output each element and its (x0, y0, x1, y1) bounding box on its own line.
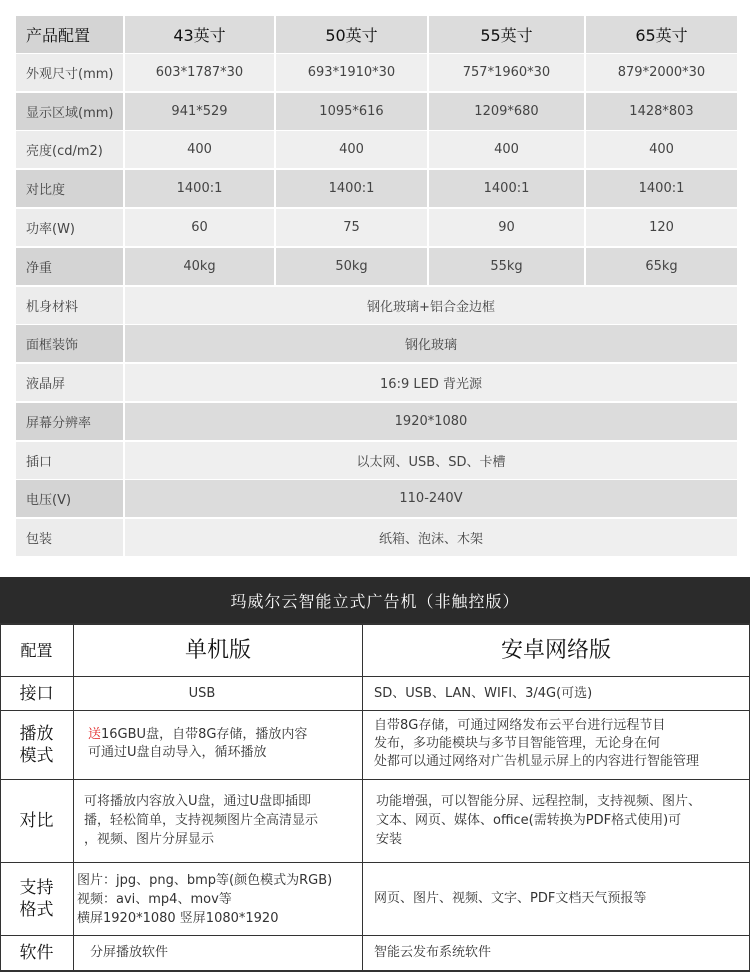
contrast-android-line: 安装 (376, 832, 403, 847)
spec-row-label: 净重 (16, 248, 123, 285)
playback-label (0, 711, 73, 779)
software-standalone: 分屏播放软件 (90, 945, 169, 960)
spec-row-merged-value: 钢化玻璃+铝合金边框 (125, 287, 737, 324)
spec-row-value: 1209*680 (429, 93, 584, 130)
spec-row-merged-value: 16:9 LED 背光源 (125, 364, 737, 401)
software-label: 软件 (19, 943, 54, 963)
spec-row-value: 1095*616 (276, 93, 427, 130)
spec-row-value: 1400:1 (429, 170, 584, 207)
standalone-header: 单机版 (184, 637, 251, 663)
spec-row-label: 功率(W) (16, 209, 123, 246)
spec-row-label: 包装 (16, 519, 123, 556)
spec-row-value: 400 (586, 131, 737, 168)
formats-standalone-line: 视频：avi、mp4、mov等 (77, 892, 232, 907)
playback-standalone (88, 726, 358, 762)
contrast-android (376, 792, 748, 849)
spec-row-merged-value: 纸箱、泡沫、木架 (125, 519, 737, 556)
spec-row-label: 电压(V) (16, 480, 123, 517)
formats-android: 网页、图片、视频、文字、PDF文档天气预报等 (374, 891, 647, 906)
playback-label-line: 模式 (19, 746, 54, 766)
software-android: 智能云发布系统软件 (374, 945, 492, 960)
gift-mark: 送 (88, 727, 102, 742)
grid-line (0, 710, 750, 711)
contrast-standalone-line: ，视频、图片分屏显示 (84, 832, 215, 847)
compare-table-title: 玛威尔云智能立式广告机（非触控版） (0, 577, 750, 623)
config-label: 配置 (20, 640, 53, 660)
spec-row-label: 显示区域(mm) (16, 93, 123, 130)
spec-row-value: 693*1910*30 (276, 54, 427, 91)
spec-row-value: 941*529 (125, 93, 274, 130)
contrast-standalone-line: 播，轻松简单，支持视频图片全高清显示 (84, 813, 319, 828)
spec-row-value: 400 (125, 131, 274, 168)
spec-row-label: 液晶屏 (16, 364, 123, 401)
spec-row-value: 60 (125, 209, 274, 246)
spec-header-size: 65英寸 (586, 16, 737, 53)
playback-android-line: 发布，多功能模块与多节目智能管理，无论身在何 (374, 736, 661, 751)
spec-row-merged-value: 1920*1080 (125, 403, 737, 440)
spec-row-label: 亮度(cd/m2) (16, 131, 123, 168)
formats-standalone-line: 横屏1920*1080 竖屏1080*1920 (77, 911, 279, 926)
spec-row-label: 机身材料 (16, 287, 123, 324)
spec-header-label: 产品配置 (16, 16, 123, 53)
spec-row-value: 75 (276, 209, 427, 246)
spec-row-merged-value: 以太网、USB、SD、卡槽 (125, 442, 737, 479)
contrast-standalone-line: 可将播放内容放入U盘，通过U盘即插即 (84, 794, 312, 809)
formats-standalone-line: 图片：jpg、png、bmp等(颜色模式为RGB) (77, 873, 333, 888)
spec-row-value: 400 (276, 131, 427, 168)
spec-header-size: 43英寸 (125, 16, 274, 53)
playback-standalone-line: 可通过U盘自动导入，循环播放 (88, 745, 267, 760)
grid-line (0, 779, 750, 780)
spec-row-value: 603*1787*30 (125, 54, 274, 91)
grid-line (0, 970, 750, 972)
contrast-standalone (84, 792, 360, 849)
formats-label-line: 支持 (19, 878, 54, 898)
formats-label (0, 863, 73, 935)
spec-row-value: 757*1960*30 (429, 54, 584, 91)
contrast-android-line: 文本、网页、媒体、office(需转换为PDF格式使用)可 (376, 813, 682, 828)
spec-row-label: 屏幕分辨率 (16, 403, 123, 440)
playback-android-line: 处都可以通过网络对广告机显示屏上的内容进行智能管理 (374, 754, 700, 769)
spec-row-label: 外观尺寸(mm) (16, 54, 123, 91)
spec-row-value: 400 (429, 131, 584, 168)
contrast-label: 对比 (19, 811, 54, 831)
playback-label-line: 播放 (19, 724, 54, 744)
spec-row-label: 面框装饰 (16, 325, 123, 362)
spec-row-merged-value: 钢化玻璃 (125, 325, 737, 362)
spec-row-label: 对比度 (16, 170, 123, 207)
spec-header-size: 50英寸 (276, 16, 427, 53)
spec-header-size: 55英寸 (429, 16, 584, 53)
spec-row-value: 1428*803 (586, 93, 737, 130)
interface-label: 接口 (19, 683, 54, 704)
spec-row-value: 879*2000*30 (586, 54, 737, 91)
spec-row-value: 1400:1 (276, 170, 427, 207)
spec-row-value: 1400:1 (586, 170, 737, 207)
contrast-android-line: 功能增强，可以智能分屏、远程控制，支持视频、图片、 (376, 794, 702, 809)
spec-row-value: 1400:1 (125, 170, 274, 207)
formats-standalone (77, 871, 361, 928)
formats-label-line: 格式 (19, 900, 54, 920)
spec-row-value: 90 (429, 209, 584, 246)
spec-row-label: 插口 (16, 442, 123, 479)
spec-row-value: 65kg (586, 248, 737, 285)
spec-row-value: 50kg (276, 248, 427, 285)
android-header: 安卓网络版 (500, 637, 611, 663)
spec-row-value: 40kg (125, 248, 274, 285)
spec-row-merged-value: 110-240V (125, 480, 737, 517)
spec-row-value: 120 (586, 209, 737, 246)
interface-android: SD、USB、LAN、WIFI、3/4G(可选) (374, 685, 593, 701)
playback-standalone-line: 送16GBU盘，自带8G存储，播放内容 (88, 727, 308, 742)
playback-android (374, 717, 748, 771)
playback-android-line: 自带8G存储，可通过网络发布云平台进行远程节目 (374, 718, 666, 733)
interface-standalone: USB (188, 685, 216, 701)
spec-row-value: 55kg (429, 248, 584, 285)
